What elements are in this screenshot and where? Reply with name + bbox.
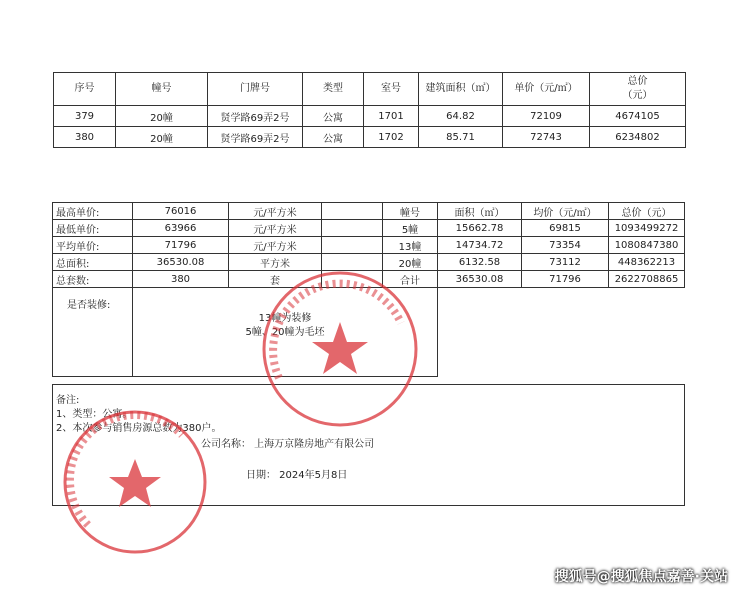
header-cell: 门牌号 [208,73,303,106]
header-cell: 单价（元/㎡） [503,73,590,106]
cell: 73354 [522,237,609,254]
table-row [54,127,686,148]
summary-label: 最低单价: [53,220,133,237]
company-seal [259,268,421,430]
header-cell: 建筑面积（㎡） [419,73,503,106]
cell: 公寓 [303,127,364,148]
cell: 2622708865 [609,271,685,288]
total-price-header: 总价（元） [609,203,685,220]
cell: 64.82 [419,106,503,127]
header-cell: 序号 [54,73,116,106]
cell: 36530.08 [438,271,522,288]
summary-value: 36530.08 [133,254,229,271]
cell: 20幢 [116,127,208,148]
cell: 85.71 [419,127,503,148]
cell: 14734.72 [438,237,522,254]
summary-spacer [322,220,383,237]
decoration-line: 5幢、20幢为毛坯 [245,327,325,338]
summary-label: 总面积: [53,254,133,271]
summary-spacer [322,237,383,254]
header-cell: 幢号 [116,73,208,106]
summary-spacer [322,203,383,220]
header-cell: 室号 [364,73,419,106]
cell: 6234802 [590,127,686,148]
header-total-line1: 总价 [627,76,648,87]
summary-row [53,237,685,254]
notes-item: 2、本次参与销售房源总数为380户。 [56,423,222,434]
summary-label: 总套数: [53,271,133,288]
header-cell-total [590,73,686,106]
summary-label: 最高单价: [53,203,133,220]
cell: 448362213 [609,254,685,271]
cell: 5幢 [383,220,438,237]
company-name: 公司名称： 上海万京隆房地产有限公司 [201,439,375,450]
notes-date: 日期： 2024年5月8日 [246,470,348,481]
cell: 15662.78 [438,220,522,237]
cell: 1080847380 [609,237,685,254]
cell: 20幢 [383,254,438,271]
notes-item: 1、类型：公寓。 [56,409,133,420]
cell: 380 [54,127,116,148]
cell: 1702 [364,127,419,148]
cell: 1093499272 [609,220,685,237]
cell: 6132.58 [438,254,522,271]
summary-unit: 元/平方米 [229,237,322,254]
summary-unit: 平方米 [229,254,322,271]
cell: 379 [54,106,116,127]
cell: 公寓 [303,106,364,127]
watermark: 搜狐号@搜狐焦点嘉善·关站 [554,569,728,585]
header-cell: 类型 [303,73,364,106]
cell: 72109 [503,106,590,127]
summary-value: 76016 [133,203,229,220]
summary-unit: 元/平方米 [229,220,322,237]
decoration-line: 13幢为装修 [258,313,312,324]
cell: 4674105 [590,106,686,127]
summary-label: 平均单价: [53,237,133,254]
cell: 20幢 [116,106,208,127]
cell: 1701 [364,106,419,127]
listing-header-row [54,73,686,106]
cell: 合计 [383,271,438,288]
listing-table [53,72,686,148]
area-header: 面积（㎡） [438,203,522,220]
header-total-line2: （元） [622,90,653,101]
decoration-label: 是否装修: [53,288,133,377]
cell: 69815 [522,220,609,237]
building-header: 幢号 [383,203,438,220]
table-row [54,106,686,127]
cell: 73112 [522,254,609,271]
summary-row [53,203,685,220]
cell: 贤学路69弄2号 [208,106,303,127]
summary-value: 63966 [133,220,229,237]
notes-title: 备注: [56,395,80,406]
cell: 13幢 [383,237,438,254]
cell: 72743 [503,127,590,148]
summary-value: 380 [133,271,229,288]
summary-unit: 套 [229,271,322,288]
summary-row [53,220,685,237]
summary-unit: 元/平方米 [229,203,322,220]
bureau-seal [60,407,210,557]
avg-price-header: 均价（元/㎡） [522,203,609,220]
summary-value: 71796 [133,237,229,254]
cell: 71796 [522,271,609,288]
cell: 贤学路69弄2号 [208,127,303,148]
blank-area [438,288,685,377]
